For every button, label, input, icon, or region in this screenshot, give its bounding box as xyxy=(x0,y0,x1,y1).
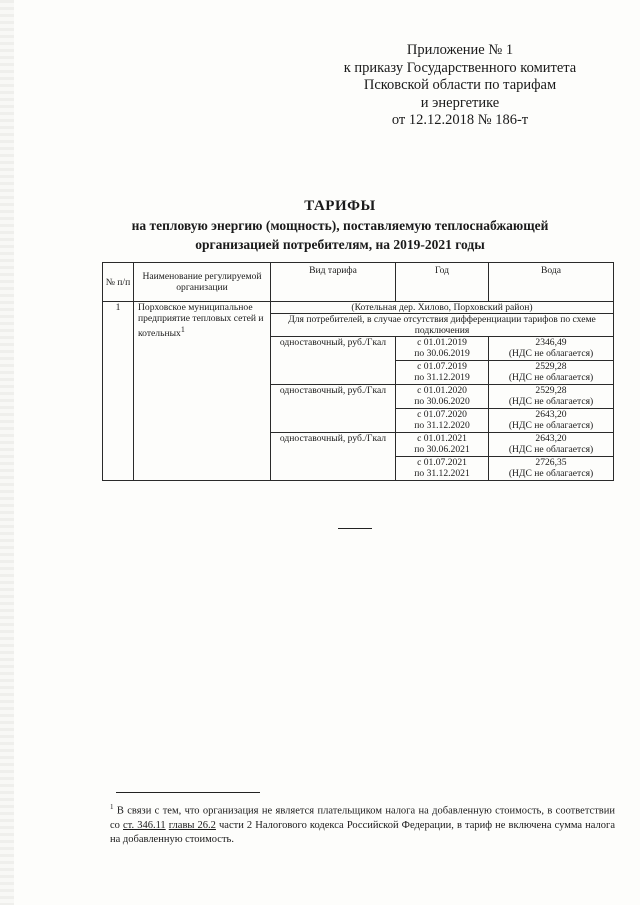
period-cell xyxy=(396,361,489,385)
org-name-cell xyxy=(134,302,271,481)
tariff-value: 2726,35 xyxy=(535,457,567,468)
title-subtitle-line1: на тепловую энергию (мощность), поставляемую теплоснабжающей xyxy=(131,218,549,233)
appendix-line: Приложение № 1 xyxy=(406,42,514,58)
footnote-link-chapter[interactable]: главы 26.2 xyxy=(168,819,216,831)
water-cell xyxy=(489,457,614,481)
tariff-kind-cell: одноставочный, руб./Гкал xyxy=(271,385,396,433)
period-from: с 01.07.2021 xyxy=(417,457,467,468)
vat-note: (НДС не облагается) xyxy=(508,468,594,479)
header-water: Вода xyxy=(489,263,614,302)
period-to: по 31.12.2020 xyxy=(414,420,470,431)
tariff-table xyxy=(102,262,614,481)
org-name: Порховское муниципальное предприятие тепловых сетей и котельных xyxy=(138,302,264,340)
footnote-mark: 1 xyxy=(110,803,114,811)
tariff-value: 2529,28 xyxy=(535,361,567,372)
tariff-value: 2529,28 xyxy=(535,385,567,396)
appendix-header xyxy=(330,42,590,130)
consumers-note-cell: Для потребителей, в случае отсутствия дифференциации тарифов по схеме подключения xyxy=(271,314,614,337)
appendix-line: и энергетике xyxy=(420,94,500,111)
tariff-kind-cell: одноставочный, руб./Гкал xyxy=(271,337,396,385)
period-cell xyxy=(396,385,489,409)
end-separator-rule xyxy=(338,528,372,529)
period-to: по 30.06.2019 xyxy=(414,348,470,359)
tariff-value: 2643,20 xyxy=(535,409,567,420)
row-number: 1 xyxy=(103,302,134,481)
vat-note: (НДС не облагается) xyxy=(508,444,594,455)
vat-note: (НДС не облагается) xyxy=(508,372,594,383)
period-from: с 01.07.2019 xyxy=(417,361,467,372)
water-cell xyxy=(489,409,614,433)
footnote-text-after: части 2 Налогового кодекса Российской Федерации, в тариф не включена сумма налога на добавленную стоимость. xyxy=(110,819,616,845)
document-title xyxy=(90,198,590,253)
period-from: с 01.07.2020 xyxy=(417,409,467,420)
tariff-value: 2346,49 xyxy=(535,337,567,348)
header-kind: Вид тарифа xyxy=(271,263,396,302)
header-org: Наименование регулируемой организации xyxy=(134,263,271,302)
period-from: с 01.01.2019 xyxy=(417,337,467,348)
footnote-text-before: В связи с тем, что организация не является плательщиком налога на добавленную стоимость, в соответствии со xyxy=(110,805,615,831)
period-cell xyxy=(396,409,489,433)
period-to: по 31.12.2019 xyxy=(414,372,470,383)
appendix-line: к приказу Государственного комитета xyxy=(343,59,577,76)
footnote-link-article[interactable]: ст. 346.11 xyxy=(123,819,166,831)
vat-note: (НДС не облагается) xyxy=(508,396,594,407)
water-cell xyxy=(489,385,614,409)
period-to: по 31.12.2021 xyxy=(414,468,470,479)
location-cell: (Котельная дер. Хилово, Порховский район) xyxy=(271,302,614,314)
period-from: с 01.01.2021 xyxy=(417,433,467,444)
period-cell xyxy=(396,337,489,361)
header-no: № п/п xyxy=(103,263,134,302)
vat-note: (НДС не облагается) xyxy=(508,420,594,431)
appendix-line: от 12.12.2018 № 186-т xyxy=(391,112,529,128)
water-cell xyxy=(489,361,614,385)
appendix-line: Псковской области по тарифам xyxy=(363,77,557,93)
water-cell xyxy=(489,433,614,457)
tariff-kind-cell: одноставочный, руб./Гкал xyxy=(271,433,396,481)
period-to: по 30.06.2021 xyxy=(414,444,470,455)
scan-edge-artifact xyxy=(0,0,14,905)
footnote xyxy=(110,800,615,847)
period-cell xyxy=(396,433,489,457)
tariff-value: 2643,20 xyxy=(535,433,567,444)
footnote-rule xyxy=(116,792,260,793)
table-row xyxy=(103,302,614,314)
period-to: по 30.06.2020 xyxy=(414,396,470,407)
period-cell xyxy=(396,457,489,481)
title-heading: ТАРИФЫ xyxy=(304,198,376,214)
water-cell xyxy=(489,337,614,361)
period-from: с 01.01.2020 xyxy=(417,385,467,396)
title-subtitle-line2: организацией потребителям, на 2019-2021 годы xyxy=(195,237,485,252)
table-header-row xyxy=(103,263,614,302)
header-year: Год xyxy=(396,263,489,302)
footnote-ref: 1 xyxy=(180,325,185,334)
vat-note: (НДС не облагается) xyxy=(508,348,594,359)
